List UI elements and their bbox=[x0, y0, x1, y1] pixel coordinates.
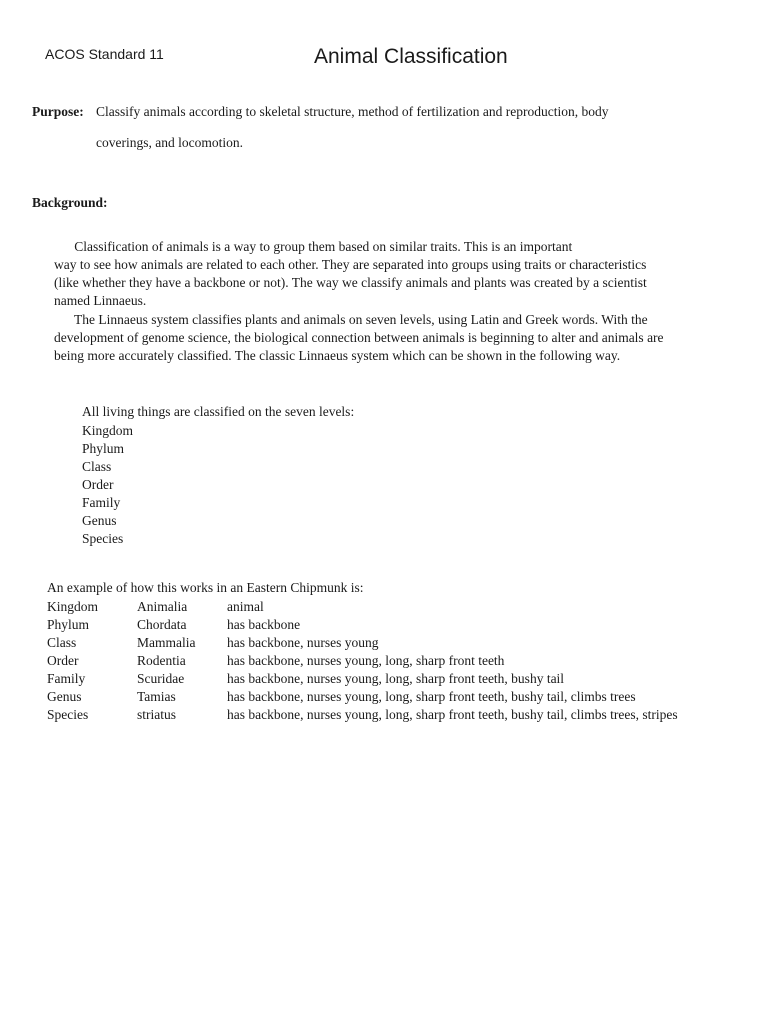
level-cell: Phylum bbox=[47, 617, 90, 632]
table-row bbox=[47, 706, 678, 724]
taxon-cell: Rodentia bbox=[137, 653, 186, 668]
taxon-cell: Chordata bbox=[137, 617, 187, 632]
table-row bbox=[47, 670, 678, 688]
paragraph-line: way to see how animals are related to each other. They are separated into groups using traits or characteristics bbox=[54, 257, 647, 272]
list-item: Species bbox=[82, 531, 124, 546]
traits-cell: has backbone, nurses young, long, sharp front teeth, bushy tail bbox=[227, 671, 565, 686]
level-cell: Kingdom bbox=[47, 599, 99, 614]
background-paragraph-1 bbox=[54, 238, 754, 310]
example-intro: An example of how this works in an Eastern Chipmunk is: bbox=[47, 580, 364, 595]
level-cell: Genus bbox=[47, 689, 82, 704]
list-item: Family bbox=[82, 495, 121, 510]
paragraph-line: The Linnaeus system classifies plants and animals on seven levels, using Latin and Greek words. With the bbox=[54, 312, 648, 327]
purpose-text-line-1: Classify animals according to skeletal structure, method of fertilization and reproduction, body bbox=[96, 104, 609, 119]
paragraph-line: development of genome science, the biological connection between animals is beginning to alter and animals are bbox=[54, 330, 664, 345]
taxon-cell: Scuridae bbox=[137, 671, 185, 686]
background-paragraph-2 bbox=[54, 311, 754, 365]
level-cell: Order bbox=[47, 653, 79, 668]
levels-intro: All living things are classified on the seven levels: bbox=[82, 404, 355, 419]
purpose-label: Purpose: bbox=[32, 104, 84, 119]
taxon-cell: Animalia bbox=[137, 599, 188, 614]
paragraph-line: Classification of animals is a way to group them based on similar traits. This is an important bbox=[54, 239, 573, 254]
traits-cell: animal bbox=[227, 599, 264, 614]
traits-cell: has backbone, nurses young bbox=[227, 635, 379, 650]
purpose-text-line-2: coverings, and locomotion. bbox=[96, 135, 243, 150]
taxon-cell: Tamias bbox=[137, 689, 176, 704]
background-label: Background: bbox=[32, 195, 108, 210]
list-item: Class bbox=[82, 459, 112, 474]
chipmunk-classification-table bbox=[47, 598, 678, 724]
paragraph-line: being more accurately classified. The classic Linnaeus system which can be shown in the following way. bbox=[54, 348, 621, 363]
table-row bbox=[47, 598, 678, 616]
standard-label: ACOS Standard 11 bbox=[45, 46, 164, 62]
table-row bbox=[47, 652, 678, 670]
traits-cell: has backbone bbox=[227, 617, 301, 632]
table-row bbox=[47, 634, 678, 652]
list-item: Phylum bbox=[82, 441, 125, 456]
traits-cell: has backbone, nurses young, long, sharp front teeth, bushy tail, climbs trees, stripes bbox=[227, 707, 678, 722]
list-item: Order bbox=[82, 477, 114, 492]
paragraph-line: named Linnaeus. bbox=[54, 293, 147, 308]
traits-cell: has backbone, nurses young, long, sharp front teeth, bushy tail, climbs trees bbox=[227, 689, 636, 704]
page-title: Animal Classification bbox=[314, 45, 508, 68]
table-row bbox=[47, 688, 678, 706]
taxon-cell: striatus bbox=[137, 707, 176, 722]
traits-cell: has backbone, nurses young, long, sharp front teeth bbox=[227, 653, 505, 668]
table-row bbox=[47, 616, 678, 634]
list-item: Genus bbox=[82, 513, 117, 528]
level-cell: Family bbox=[47, 671, 86, 686]
list-item: Kingdom bbox=[82, 423, 134, 438]
paragraph-line: (like whether they have a backbone or not). The way we classify animals and plants was created by a scientist bbox=[54, 275, 647, 290]
level-cell: Species bbox=[47, 707, 89, 722]
levels-list bbox=[82, 422, 133, 548]
taxon-cell: Mammalia bbox=[137, 635, 196, 650]
level-cell: Class bbox=[47, 635, 77, 650]
